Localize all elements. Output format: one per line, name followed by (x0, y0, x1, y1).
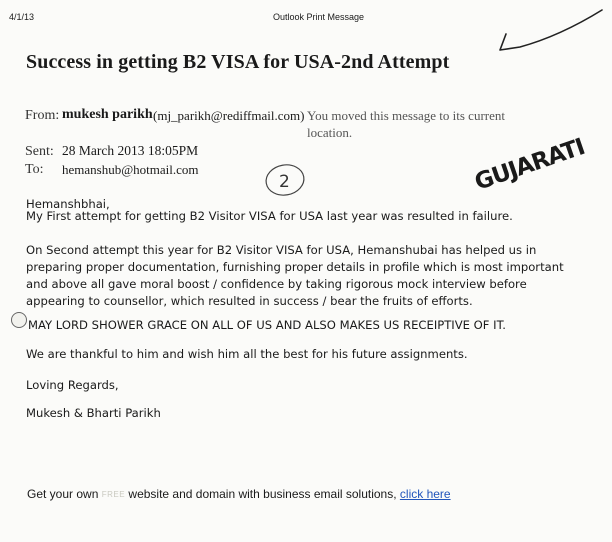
footer-text-after: website and domain with business email solutions, (128, 487, 397, 501)
footer-text-before: Get your own (27, 487, 99, 501)
paragraph-first-attempt: My First attempt for getting B2 Visitor VISA for USA last year was resulted in failure. (26, 209, 513, 223)
handwritten-check-mark (490, 0, 612, 60)
annotation-text: GUJARATI (471, 134, 588, 196)
moved-message-note: You moved this message to its current location. (307, 108, 505, 140)
to-value: hemanshub@hotmail.com (62, 162, 199, 177)
punch-hole (11, 312, 27, 328)
email-subject: Success in getting B2 VISA for USA-2nd Attempt (26, 51, 450, 73)
closing: Loving Regards, (26, 378, 119, 392)
print-date: 4/1/13 (9, 12, 35, 22)
sender-name: mukesh parikh (62, 107, 153, 122)
signature: Mukesh & Bharti Parikh (26, 406, 161, 420)
click-here-link[interactable]: click here (399, 487, 451, 501)
to-label: To: (25, 162, 44, 177)
paragraph-blessing: MAY LORD SHOWER GRACE ON ALL OF US AND ALSO MAKES US RECEIPTIVE OF IT. (28, 318, 506, 332)
paragraph-second-attempt: On Second attempt this year for B2 Visitor VISA for USA, Hemanshubai has helped us in preparing proper documentation, furnishing proper details in profile which is most important and above all gave moral boost / confidence by taking rigorous mock interview before appearing to counsellor, which resulted in success / bear the fruits of efforts. (26, 243, 564, 308)
sent-label: Sent: (25, 144, 54, 159)
paragraph-thanks: We are thankful to him and wish him all the best for his future assignments. (26, 347, 468, 361)
handwritten-circled-number (262, 160, 308, 200)
footer-ad (27, 487, 451, 501)
sent-value: 28 March 2013 18:05PM (62, 143, 199, 158)
footer-free-badge: FREE (101, 490, 126, 499)
handwritten-gujarati-annotation (464, 108, 604, 198)
sender-email: (mj_parikh@rediffmail.com) (153, 108, 305, 123)
from-label: From: (25, 108, 60, 123)
greeting: Hemanshbhai, (26, 197, 110, 211)
circled-number-text: 2 (279, 172, 290, 192)
print-header-title: Outlook Print Message (273, 12, 365, 22)
